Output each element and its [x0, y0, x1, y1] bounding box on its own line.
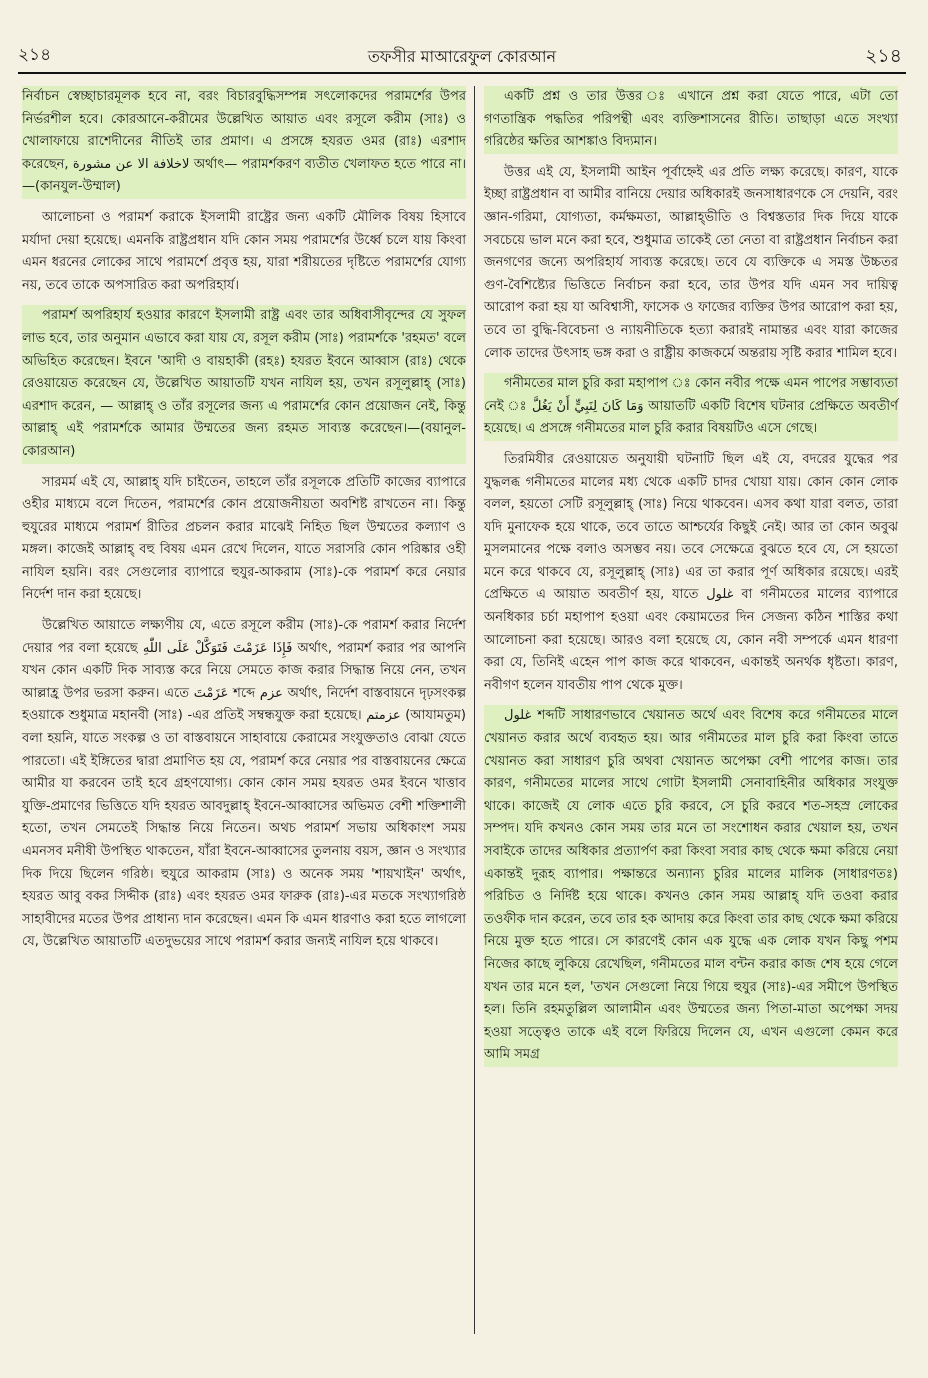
paragraph: নির্বাচন স্বেচ্ছাচারমূলক হবে না, বরং বিচারবুদ্ধিসম্পন্ন সৎলোকদের পরামর্শের উপর নির্ভরশীল হবে। কোরআনে-করীমের উল্লেখিত আয়াত এবং রসূলে করীম (সাঃ) ও খোলাফায়ে রাশেদীনের নীতিই তার প্রমাণ। এ প্রসঙ্গে হযরত ওমর (রাঃ) এরশাদ করেছেন, لاخلافة الا عن مشورة অর্থাৎ— পরামর্শকরণ ব্যতীত খেলাফত হতে পারে না।—(কানযুল-উম্মাল) [22, 86, 466, 199]
page-header [18, 38, 906, 70]
paragraph: তিরমিযীর রেওয়ায়েত অনুযায়ী ঘটনাটি ছিল এই যে, বদরের যুদ্ধের পর যুদ্ধলব্ধ গনীমতের মালের মধ্য থেকে একটি চাদর খোয়া যায়। কোন কোন লোক বলল, হয়তো সেটি রসূলুল্লাহ্ (সাঃ) নিয়ে থাকবেন। এসব কথা যারা বলত, তারা যদি মুনাফেক হয়ে থাকে, তবে তাতে আশ্চর্যের কিছুই নেই। আর তা কোন অবুঝ মুসলমানের পক্ষে বলাও অসম্ভব নয়। তবে সেক্ষেত্রে বুঝতে হবে যে, সে হয়তো মনে করে থাকবে যে, রসূলুল্লাহ্ (সাঃ) এর তা করার পূর্ণ অধিকার রয়েছে। এরই প্রেক্ষিতে এ আয়াত অবতীর্ণ হয়, যাতে غلول বা গনীমতের মালের ব্যাপারে অনধিকার চর্চা মহাপাপ হওয়া এবং কেয়ামতের দিন সেজন্য কঠিন শাস্তির কথা আলোচনা করা হয়েছে। আরও বলা হয়েছে যে, কোন নবী সম্পর্কে এমন ধারণা করা যে, তিনিই এহেন পাপ কাজ করে থাকবেন, একান্তই অনর্থক ধৃষ্টতা। কারণ, নবীগণ হলেন যাবতীয় পাপ থেকে মুক্ত। [484, 451, 898, 693]
left-column [22, 86, 466, 962]
paragraph: পরামর্শ অপরিহার্য হওয়ার কারণে ইসলামী রাষ্ট্র এবং তার অধিবাসীবৃন্দের যে সুফল লাভ হবে, তার অনুমান এভাবে করা যায় যে, রসূল করীম (সাঃ) পরামর্শকে 'রহমত' বলে অভিহিত করেছেন। ইবনে 'আদী ও বায়হাকী (রহঃ) হযরত ইবনে আব্বাস (রাঃ) থেকে রেওয়ায়েত করেছেন যে, উল্লেখিত আয়াতটি যখন নাযিল হয়, তখন রসূলুল্লাহ্ (সাঃ) এরশাদ করেন, — আল্লাহ্ ও তাঁর রসূলের জন্য এ পরামর্শের কোন প্রয়োজন নেই, কিন্তু আল্লাহ্ এই পরামর্শকে আমার উম্মতের জন্য রহমত সাব্যস্ত করেছেন।—(বয়ানুল-কোরআন) [22, 305, 466, 463]
paragraph: আলোচনা ও পরামর্শ করাকে ইসলামী রাষ্ট্রের জন্য একটি মৌলিক বিষয় হিসাবে মর্যাদা দেয়া হয়েছে। এমনকি রাষ্ট্রপ্রধান যদি কোন সময় পরামর্শের উর্ধ্বে চলে যায় কিংবা এমন ধরনের লোকের সাথে পরামর্শে প্রবৃত্ত হয়, যারা শরীয়তের দৃষ্টিতে পরামর্শের যোগ্য নয়, তবে তাকে অপসারিত করা অপরিহার্য। [22, 209, 466, 293]
paragraph: غلول শব্দটি সাধারণভাবে খেয়ানত অর্থে এবং বিশেষ করে গনীমতের মালে খেয়ানত করার অর্থে ব্যবহৃত হয়। আর গনীমতের মাল চুরি করা কিংবা তাতে খেয়ানত করা সাধারণ চুরি অথবা খেয়ানত অপেক্ষা বেশী পাপের কাজ। তার কারণ, গনীমতের মালের সাথে গোটা ইসলামী সেনাবাহিনীর অধিকার সংযুক্ত থাকে। কাজেই যে লোক এতে চুরি করবে, সে চুরি করবে শত-সহস্র লোকের সম্পদ। যদি কখনও কোন সময় তার মনে তা সংশোধন করার খেয়াল হয়, তখন সবাইকে তাদের অধিকার প্রত্যার্পণ করা কিংবা সবার কাছ থেকে ক্ষমা করিয়ে নেয়া একান্তই দুরূহ ব্যাপার। পক্ষান্তরে অন্যান্য চুরির মালের মালিক (সাধারণতঃ) পরিচিত ও নির্দিষ্ট হয়ে থাকে। কখনও কোন সময় আল্লাহ্ যদি তওবা করার তওফীক দান করেন, তবে তার হক আদায় করে কিংবা তার কাছ থেকে ক্ষমা করিয়ে নিয়ে মুক্ত হতে পারে। সে কারণেই কোন এক যুদ্ধে এক লোক যখন কিছু পশম নিজের কাছে লুকিয়ে রেখেছিল, গনীমতের মাল বন্টন করার কাজ শেষ হয়ে গেলে যখন তার মনে হল, 'তখন সেগুলো নিয়ে গিয়ে হুযুর (সাঃ)-এর সমীপে উপস্থিত হল। তিনি রহমতুল্লিল আলামীন এবং উম্মতের জন্য পিতা-মাতা অপেক্ষা সদয় হওয়া সত্ত্বেও তাকে এই বলে ফিরিয়ে দিলেন যে, এখন এগুলো কেমন করে আমি সমগ্র [484, 705, 898, 1067]
paragraph: উত্তর এই যে, ইসলামী আইন পূর্বাহ্নেই এর প্রতি লক্ষ্য করেছে। কারণ, যাকে ইচ্ছা রাষ্ট্রপ্রধান বা আমীর বানিয়ে দেয়ার অধিকারই জনসাধারণকে সে দেয়নি, বরং জ্ঞান-গরিমা, যোগ্যতা, কর্মক্ষমতা, আল্লাহ্ভীতি ও বিশ্বস্ততার দিক দিয়ে যাকে সবচেয়ে ভাল মনে করা হবে, শুধুমাত্র তাকেই তো নেতা বা রাষ্ট্রপ্রধান নির্বাচন করা জনগণের জন্যে অপরিহার্য সাব্যস্ত করেছে। তবে যে ব্যক্তিকে এ সমস্ত উচ্চতর গুণ-বৈশিষ্ট্যের ভিত্তিতে নির্বাচন করা হবে, তার উপর যদি এমন সব দায়িত্ব আরোপ করা হয় যা অবিশ্বাসী, ফাসেক ও ফাজের ব্যক্তির উপর আরোপ করা হয়, তবে তা বুদ্ধি-বিবেচনা ও ন্যায়নীতিকে হত্যা করারই নামান্তর এবং যারা কাজের লোক তাদের উৎসাহ ভঙ্গ করা ও রাষ্ট্রীয় কাজকর্মে অন্তরায় সৃষ্টি করার শামিল হবে। [484, 164, 898, 361]
paragraph: উল্লেখিত আয়াতে লক্ষ্যণীয় যে, এতে রসূলে করীম (সাঃ)-কে পরামর্শ করার নির্দেশ দেয়ার পর বলা হয়েছে فَإِذَا عَزَمْتَ فَتَوَكَّلْ عَلَى اللّٰهِ অর্থাৎ, পরামর্শ করার পর আপনি যখন কোন একটি দিক সাব্যস্ত করে নিয়ে সেমতে কাজ করার সিদ্ধান্ত নিয়ে নেন, তখন আল্লাহ্র উপর ভরসা করুন। এতে عَزَمْتَ শব্দে عزم অর্থাৎ, নির্দেশ বাস্তবায়নে দৃঢ়সংকল্প হওয়াকে শুধুমাত্র মহানবী (সাঃ) -এর প্রতিই সম্বন্ধযুক্ত করা হয়েছে। عزمتم (আযামতুম) বলা হয়নি, যাতে সংকল্প ও তা বাস্তবায়নে সাহাবায়ে কেরামের সংযুক্ততাও বোঝা যেতে পারতো। এই ইঙ্গিতের দ্বারা প্রমাণিত হয় যে, পরামর্শ করে নেয়ার পর বাস্তবায়নের ক্ষেত্রে আমীর যা করবেন তাই হবে গ্রহণযোগ্য। কোন কোন সময় হযরত ওমর ইবনে খাত্তাব যুক্তি-প্রমাণের ভিত্তিতে যদি হযরত আবদুল্লাহ্ ইবনে-আব্বাসের অভিমত বেশী শক্তিশালী হতো, তখন সেমতেই সিদ্ধান্ত নিয়ে নিতেন। অথচ পরামর্শ সভায় অধিকাংশ সময় এমনসব মনীষী উপস্থিত থাকতেন, যাঁরা ইবনে-আব্বাসের তুলনায় বয়স, জ্ঞান ও সংখ্যার দিক দিয়ে ছিলেন গরিষ্ঠ। হুযুরে আকরাম (সাঃ) ও অনেক সময় 'শায়খাইন' অর্থাৎ, হযরত আবু বকর সিদ্দীক (রাঃ) এবং হযরত ওমর ফারুক (রাঃ)-এর মতকে সংখ্যাগরিষ্ঠ সাহাবীদের মতের উপর প্রাধান্য দান করেছেন। এমন কি এমন ধারণাও করা হতে লাগলো যে, উল্লেখিত আয়াতটি এতদুভয়ের সাথে পরামর্শ করার জন্যই নাযিল হয়ে থাকবে। [22, 618, 466, 950]
left-page-number: ২১৪ [18, 45, 52, 65]
paragraph: একটি প্রশ্ন ও তার উত্তর ঃ এখানে প্রশ্ন করা যেতে পারে, এটা তো গণতান্ত্রিক পদ্ধতির পরিপন্থী এবং ব্যক্তিশাসনের রীতি। তাছাড়া এতে সংখ্যা গরিষ্ঠের ক্ষতির আশঙ্কাও বিদ্যমান। [484, 86, 898, 154]
header-rule [18, 72, 906, 74]
right-column [484, 86, 898, 1075]
paragraph: সারমর্ম এই যে, আল্লাহ্ যদি চাইতেন, তাহলে তাঁর রসূলকে প্রতিটি কাজের ব্যাপারে ওহীর মাধ্যমে বলে দিতেন, পরামর্শের কোন প্রয়োজনীয়তা অবশিষ্ট রাখতেন না। কিন্তু হুযুরের মাধ্যমে পরামর্শ রীতির প্রচলন করার মাঝেই নিহিত ছিল উম্মতের কল্যাণ ও মঙ্গল। কাজেই আল্লাহ্ বহু বিষয় এমন রেখে দিলেন, যাতে সরাসরি কোন পরিষ্কার ওহী নাযিল হয়নি। বরং সেগুলোর ব্যাপারে হুযুর-আকরাম (সাঃ)-কে পরামর্শ করে নেয়ার নির্দেশ দান করা হয়েছে। [22, 474, 466, 603]
paragraph: গনীমতের মাল চুরি করা মহাপাপ ঃ কোন নবীর পক্ষে এমন পাপের সম্ভাব্যতা নেই ঃ وَمَا كَانَ لِنَبِيٍّ أَنْ يَغُلَّ আয়াতটি একটি বিশেষ ঘটনার প্রেক্ষিতে অবতীর্ণ হয়েছে। এ প্রসঙ্গে গনীমতের মাল চুরি করার বিষয়টিও এসে গেছে। [484, 373, 898, 441]
running-title: তফসীর মাআরেফুল কোরআন [367, 47, 557, 66]
column-divider [474, 86, 475, 1334]
right-page-number: ২১৪ [864, 45, 902, 67]
